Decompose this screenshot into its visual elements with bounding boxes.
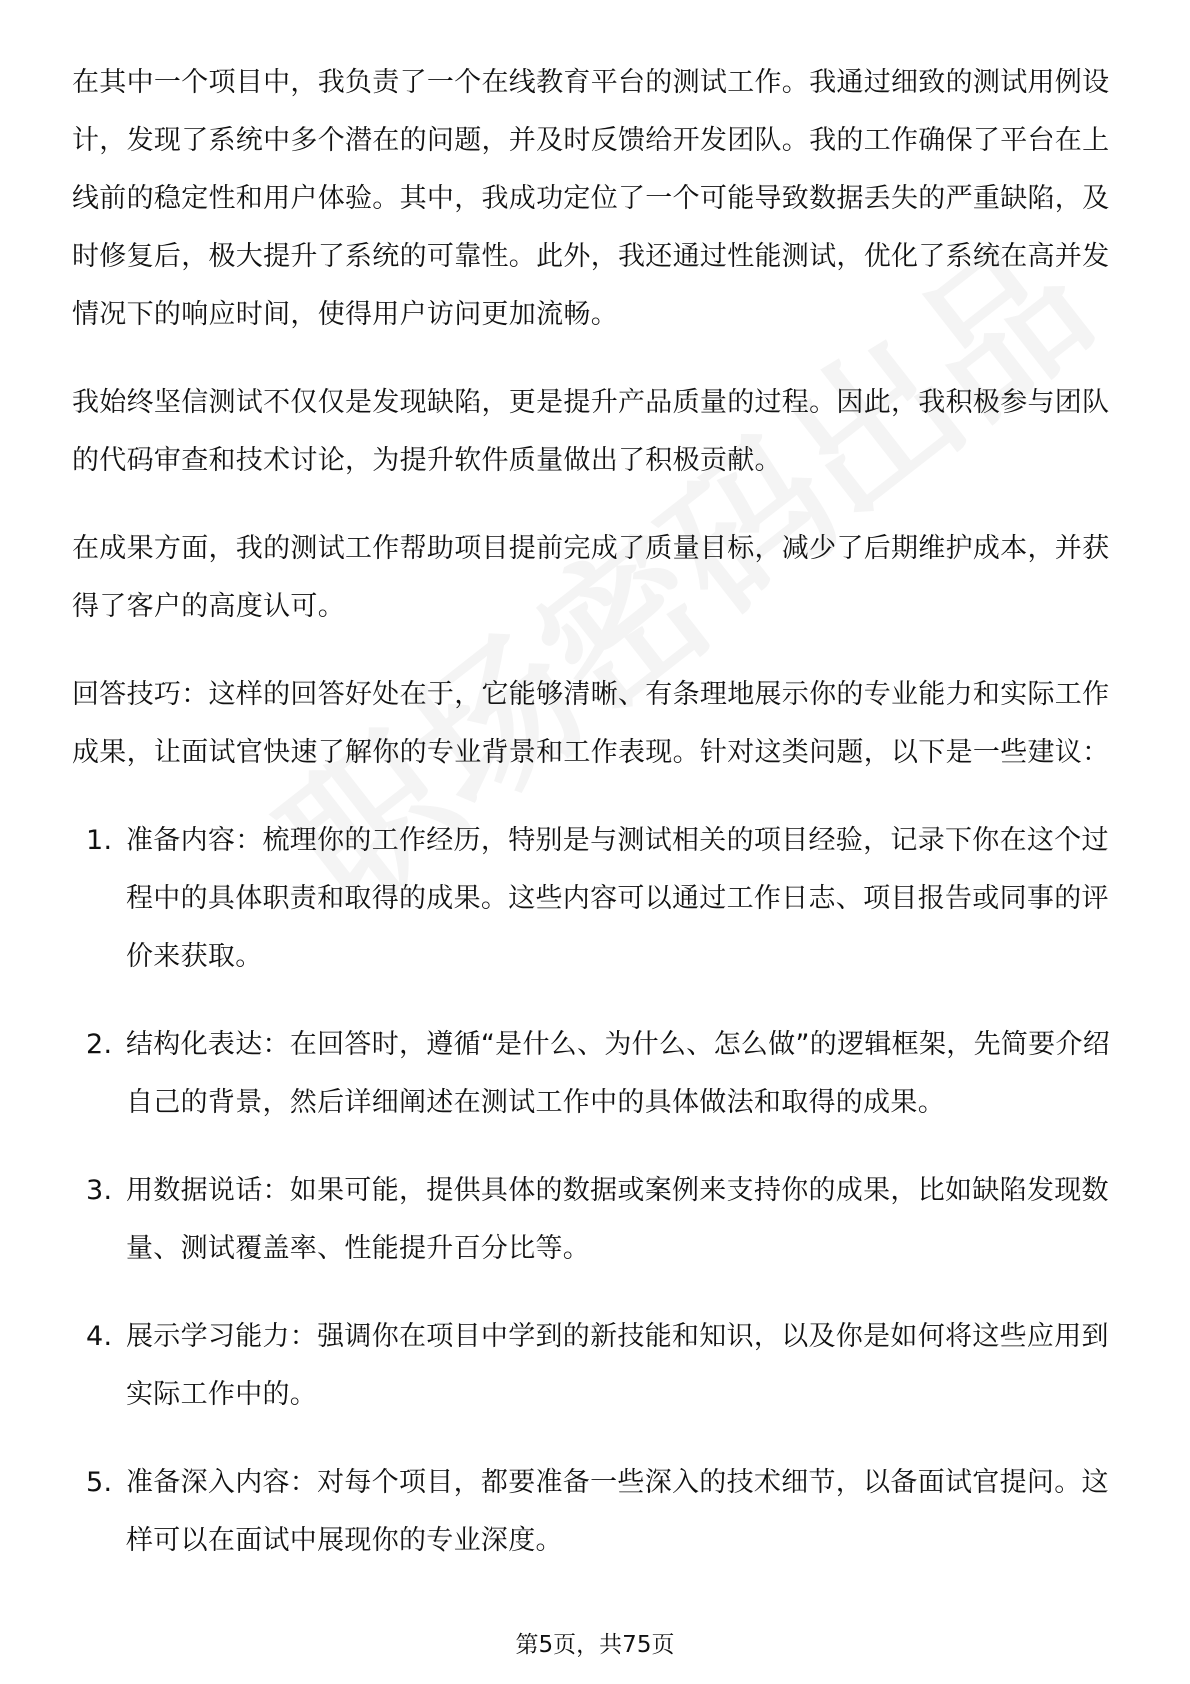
tip-item <box>72 1016 1124 1132</box>
tip-text: 用数据说话：如果可能，提供具体的数据或案例来支持你的成果，比如缺陷发现数量、测试覆盖率、性能提升百分比等。 <box>126 1175 1109 1264</box>
paragraph-belief: 我始终坚信测试不仅仅是发现缺陷，更是提升产品质量的过程。因此，我积极参与团队的代码审查和技术讨论，为提升软件质量做出了积极贡献。 <box>72 387 1110 476</box>
paragraph-answer-tips: 回答技巧：这样的回答好处在于，它能够清晰、有条理地展示你的专业能力和实际工作成果，让面试官快速了解你的专业背景和工作表现。针对这类问题，以下是一些建议： <box>72 679 1110 768</box>
tip-number: 5. <box>86 1467 113 1498</box>
tip-item <box>72 1162 1124 1278</box>
page-number: 第5页，共75页 <box>515 1632 675 1658</box>
tip-item <box>72 1454 1124 1570</box>
tips-list <box>72 812 1124 1570</box>
tip-text: 准备内容：梳理你的工作经历，特别是与测试相关的项目经验，记录下你在这个过程中的具体职责和取得的成果。这些内容可以通过工作日志、项目报告或同事的评价来获取。 <box>126 825 1109 972</box>
tip-number: 4. <box>86 1321 113 1352</box>
tip-number: 3. <box>86 1175 113 1206</box>
tip-number: 1. <box>86 825 113 856</box>
tip-number: 2. <box>86 1029 113 1060</box>
paragraph-project: 在其中一个项目中，我负责了一个在线教育平台的测试工作。我通过细致的测试用例设计，发现了系统中多个潜在的问题，并及时反馈给开发团队。我的工作确保了平台在上线前的稳定性和用户体验。其中，我成功定位了一个可能导致数据丢失的严重缺陷，及时修复后，极大提升了系统的可靠性。此外，我还通过性能测试，优化了系统在高并发情况下的响应时间，使得用户访问更加流畅。 <box>72 67 1110 330</box>
tip-text: 准备深入内容：对每个项目，都要准备一些深入的技术细节，以备面试官提问。这样可以在面试中展现你的专业深度。 <box>126 1467 1109 1556</box>
tip-text: 结构化表达：在回答时，遵循“是什么、为什么、怎么做”的逻辑框架，先简要介绍自己的背景，然后详细阐述在测试工作中的具体做法和取得的成果。 <box>126 1029 1111 1118</box>
tip-text: 展示学习能力：强调你在项目中学到的新技能和知识，以及你是如何将这些应用到实际工作中的。 <box>126 1321 1109 1410</box>
document-body <box>72 54 1124 1600</box>
paragraph-results: 在成果方面，我的测试工作帮助项目提前完成了质量目标，减少了后期维护成本，并获得了客户的高度认可。 <box>72 533 1110 622</box>
tip-item <box>72 1308 1124 1424</box>
tip-item <box>72 812 1124 986</box>
